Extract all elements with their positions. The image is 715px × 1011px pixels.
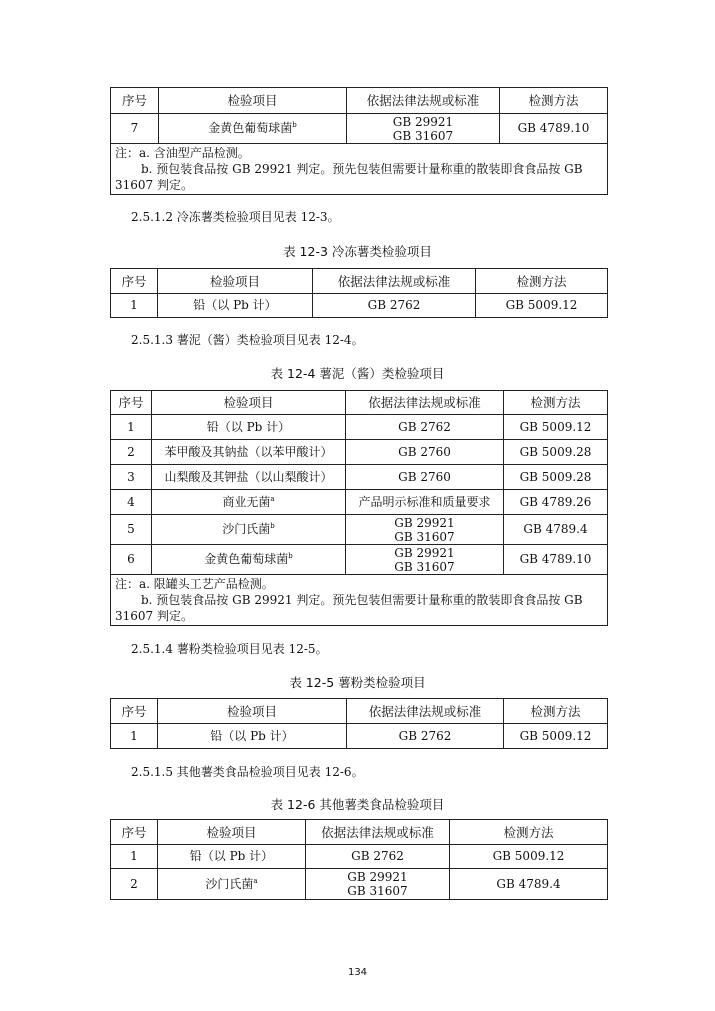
header-standard: 依据法律法规或标准 [347,699,504,724]
header-item: 检验项目 [152,391,346,415]
table-row [111,465,608,490]
table-row [111,114,608,144]
table-row [111,724,608,749]
cell-no: 1 [111,845,158,869]
table-caption: 表 12-4 薯泥（酱）类检验项目 [270,366,445,381]
cell-item: 商业无菌$^a$ [152,490,346,515]
header-no: 序号 [111,269,158,294]
header-method: 检测方法 [504,391,608,415]
paragraph: 2.5.1.4 薯粉类检验项目见表 12-5。 [131,642,328,656]
cell-standard: GB 29921 GB 31607 [346,545,504,575]
cell-method: GB 4789.4 [504,515,608,545]
cell-method: GB 4789.10 [504,545,608,575]
cell-standard: GB 29921 GB 31607 [346,515,504,545]
header-method: 检测方法 [450,820,608,845]
cell-no: 2 [111,440,152,465]
header-standard: 依据法律法规或标准 [346,391,504,415]
header-item: 检验项目 [158,820,306,845]
header-method: 检测方法 [500,88,608,114]
cell-no: 5 [111,515,152,545]
cell-method: GB 5009.12 [504,415,608,440]
cell-no: 6 [111,545,152,575]
table-caption: 表 12-3 冷冻薯类检验项目 [283,244,432,259]
cell-method: GB 5009.12 [504,724,608,749]
table-row [111,294,608,318]
cell-standard: GB 2762 [346,415,504,440]
cell-item: 金黄色葡萄球菌$^b$ [152,545,346,575]
table-12-4 [110,390,608,626]
header-item: 检验项目 [158,699,347,724]
cell-item: 山梨酸及其钾盐（以山梨酸计） [152,465,346,490]
table-row [111,869,608,900]
header-method: 检测方法 [504,699,608,724]
header-no: 序号 [111,699,158,724]
note-b-cont: 31607 判定。 [115,178,193,192]
header-no: 序号 [111,88,159,114]
cell-item: 苯甲酸及其钠盐（以苯甲酸计） [152,440,346,465]
table-row [111,845,608,869]
cell-item: 铅（以 Pb 计） [158,294,313,318]
paragraph: 2.5.1.3 薯泥（酱）类检验项目见表 12-4。 [131,333,364,347]
cell-standard: GB 2762 [306,845,450,869]
note-b: b. 预包装食品按 GB 29921 判定。预先包装但需要计量称重的散装即食食品按 GB [141,593,583,607]
cell-no: 7 [111,114,159,144]
table-row [111,440,608,465]
cell-item: 金黄色葡萄球菌$^b$ [159,114,347,144]
cell-standard: GB 2762 [313,294,476,318]
table-row [111,415,608,440]
cell-method: GB 5009.28 [504,440,608,465]
table-row [111,490,608,515]
note-b: b. 预包装食品按 GB 29921 判定。预先包装但需要计量称重的散装即食食品按 GB [141,162,583,176]
cell-standard: GB 29921 GB 31607 [347,114,500,144]
table-12-6 [110,819,608,900]
cell-item: 铅（以 Pb 计） [158,724,347,749]
header-standard: 依据法律法规或标准 [306,820,450,845]
cell-item: 铅（以 Pb 计） [158,845,306,869]
table-note [111,575,608,626]
cell-no: 3 [111,465,152,490]
table-12-5 [110,698,608,749]
header-standard: 依据法律法规或标准 [347,88,500,114]
cell-method: GB 5009.12 [476,294,608,318]
paragraph: 2.5.1.2 冷冻薯类检验项目见表 12-3。 [131,210,340,224]
header-item: 检验项目 [159,88,347,114]
cell-standard: GB 2762 [347,724,504,749]
cell-method: GB 4789.4 [450,869,608,900]
cell-no: 4 [111,490,152,515]
cell-method: GB 4789.26 [504,490,608,515]
header-item: 检验项目 [158,269,313,294]
table-caption: 表 12-5 薯粉类检验项目 [289,675,426,690]
cell-no: 1 [111,294,158,318]
table-12-3 [110,268,608,318]
table-row [111,545,608,575]
cell-method: GB 4789.10 [500,114,608,144]
table-caption: 表 12-6 其他薯类食品检验项目 [270,797,445,812]
cell-standard: 产品明示标准和质量要求 [346,490,504,515]
page-number: 134 [347,967,368,978]
cell-method: GB 5009.12 [450,845,608,869]
note-a: 注：a. 含油型产品检测。 [115,146,250,160]
cell-item: 铅（以 Pb 计） [152,415,346,440]
cell-item: 沙门氏菌$^a$ [158,869,306,900]
cell-no: 1 [111,724,158,749]
note-b-cont: 31607 判定。 [115,609,193,623]
cell-method: GB 5009.28 [504,465,608,490]
header-standard: 依据法律法规或标准 [313,269,476,294]
note-a: 注：a. 限罐头工艺产品检测。 [115,577,274,591]
cell-standard: GB 2760 [346,465,504,490]
table-note [111,144,608,195]
cell-no: 2 [111,869,158,900]
cell-standard: GB 29921 GB 31607 [306,869,450,900]
cell-standard: GB 2760 [346,440,504,465]
table-row [111,515,608,545]
paragraph: 2.5.1.5 其他薯类食品检验项目见表 12-6。 [131,765,364,779]
cell-item: 沙门氏菌$^b$ [152,515,346,545]
header-no: 序号 [111,820,158,845]
header-method: 检测方法 [476,269,608,294]
header-no: 序号 [111,391,152,415]
table-continued [110,87,608,195]
cell-no: 1 [111,415,152,440]
